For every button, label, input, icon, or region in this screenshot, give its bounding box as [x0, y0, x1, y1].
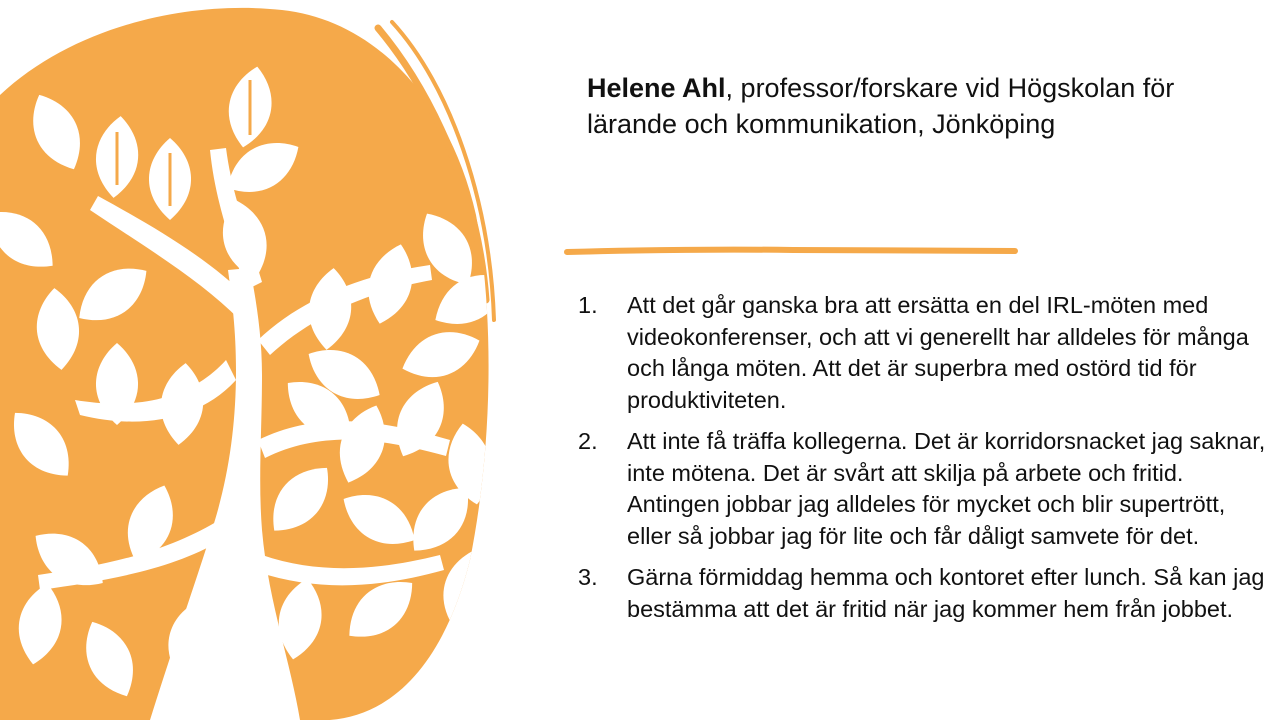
answer-number: 1. [578, 292, 598, 318]
answer-text: Att det går ganska bra att ersätta en del IRL-möten med videokonferenser, och att vi generellt har alldeles för många och långa möten. Att det är superbra med ostörd tid för produktiviteten. [627, 292, 1249, 413]
accent-divider [563, 244, 1019, 258]
speaker-affiliation: , professor/forskare vid Högskolan för lärande och kommunikation, Jönköping [587, 73, 1175, 139]
answer-number: 2. [578, 428, 598, 454]
speaker-name: Helene Ahl [587, 73, 726, 103]
answer-list [578, 290, 1268, 635]
answer-text: Gärna förmiddag hemma och kontoret efter lunch. Så kan jag bestämma att det är fritid när jag kommer hem från jobbet. [627, 564, 1265, 622]
answer-item [578, 562, 1268, 625]
slide-heading [587, 70, 1257, 142]
answer-item [578, 426, 1268, 552]
answer-number: 3. [578, 564, 598, 590]
answer-item [578, 290, 1268, 416]
answer-text: Att inte få träffa kollegerna. Det är korridorsnacket jag saknar, inte mötena. Det är svårt att skilja på arbete och fritid. Antingen jobbar jag alldeles för mycket och blir supertrött, eller så jobbar jag för lite och får dåligt samvete för det. [627, 428, 1266, 549]
tree-illustration [0, 0, 500, 720]
